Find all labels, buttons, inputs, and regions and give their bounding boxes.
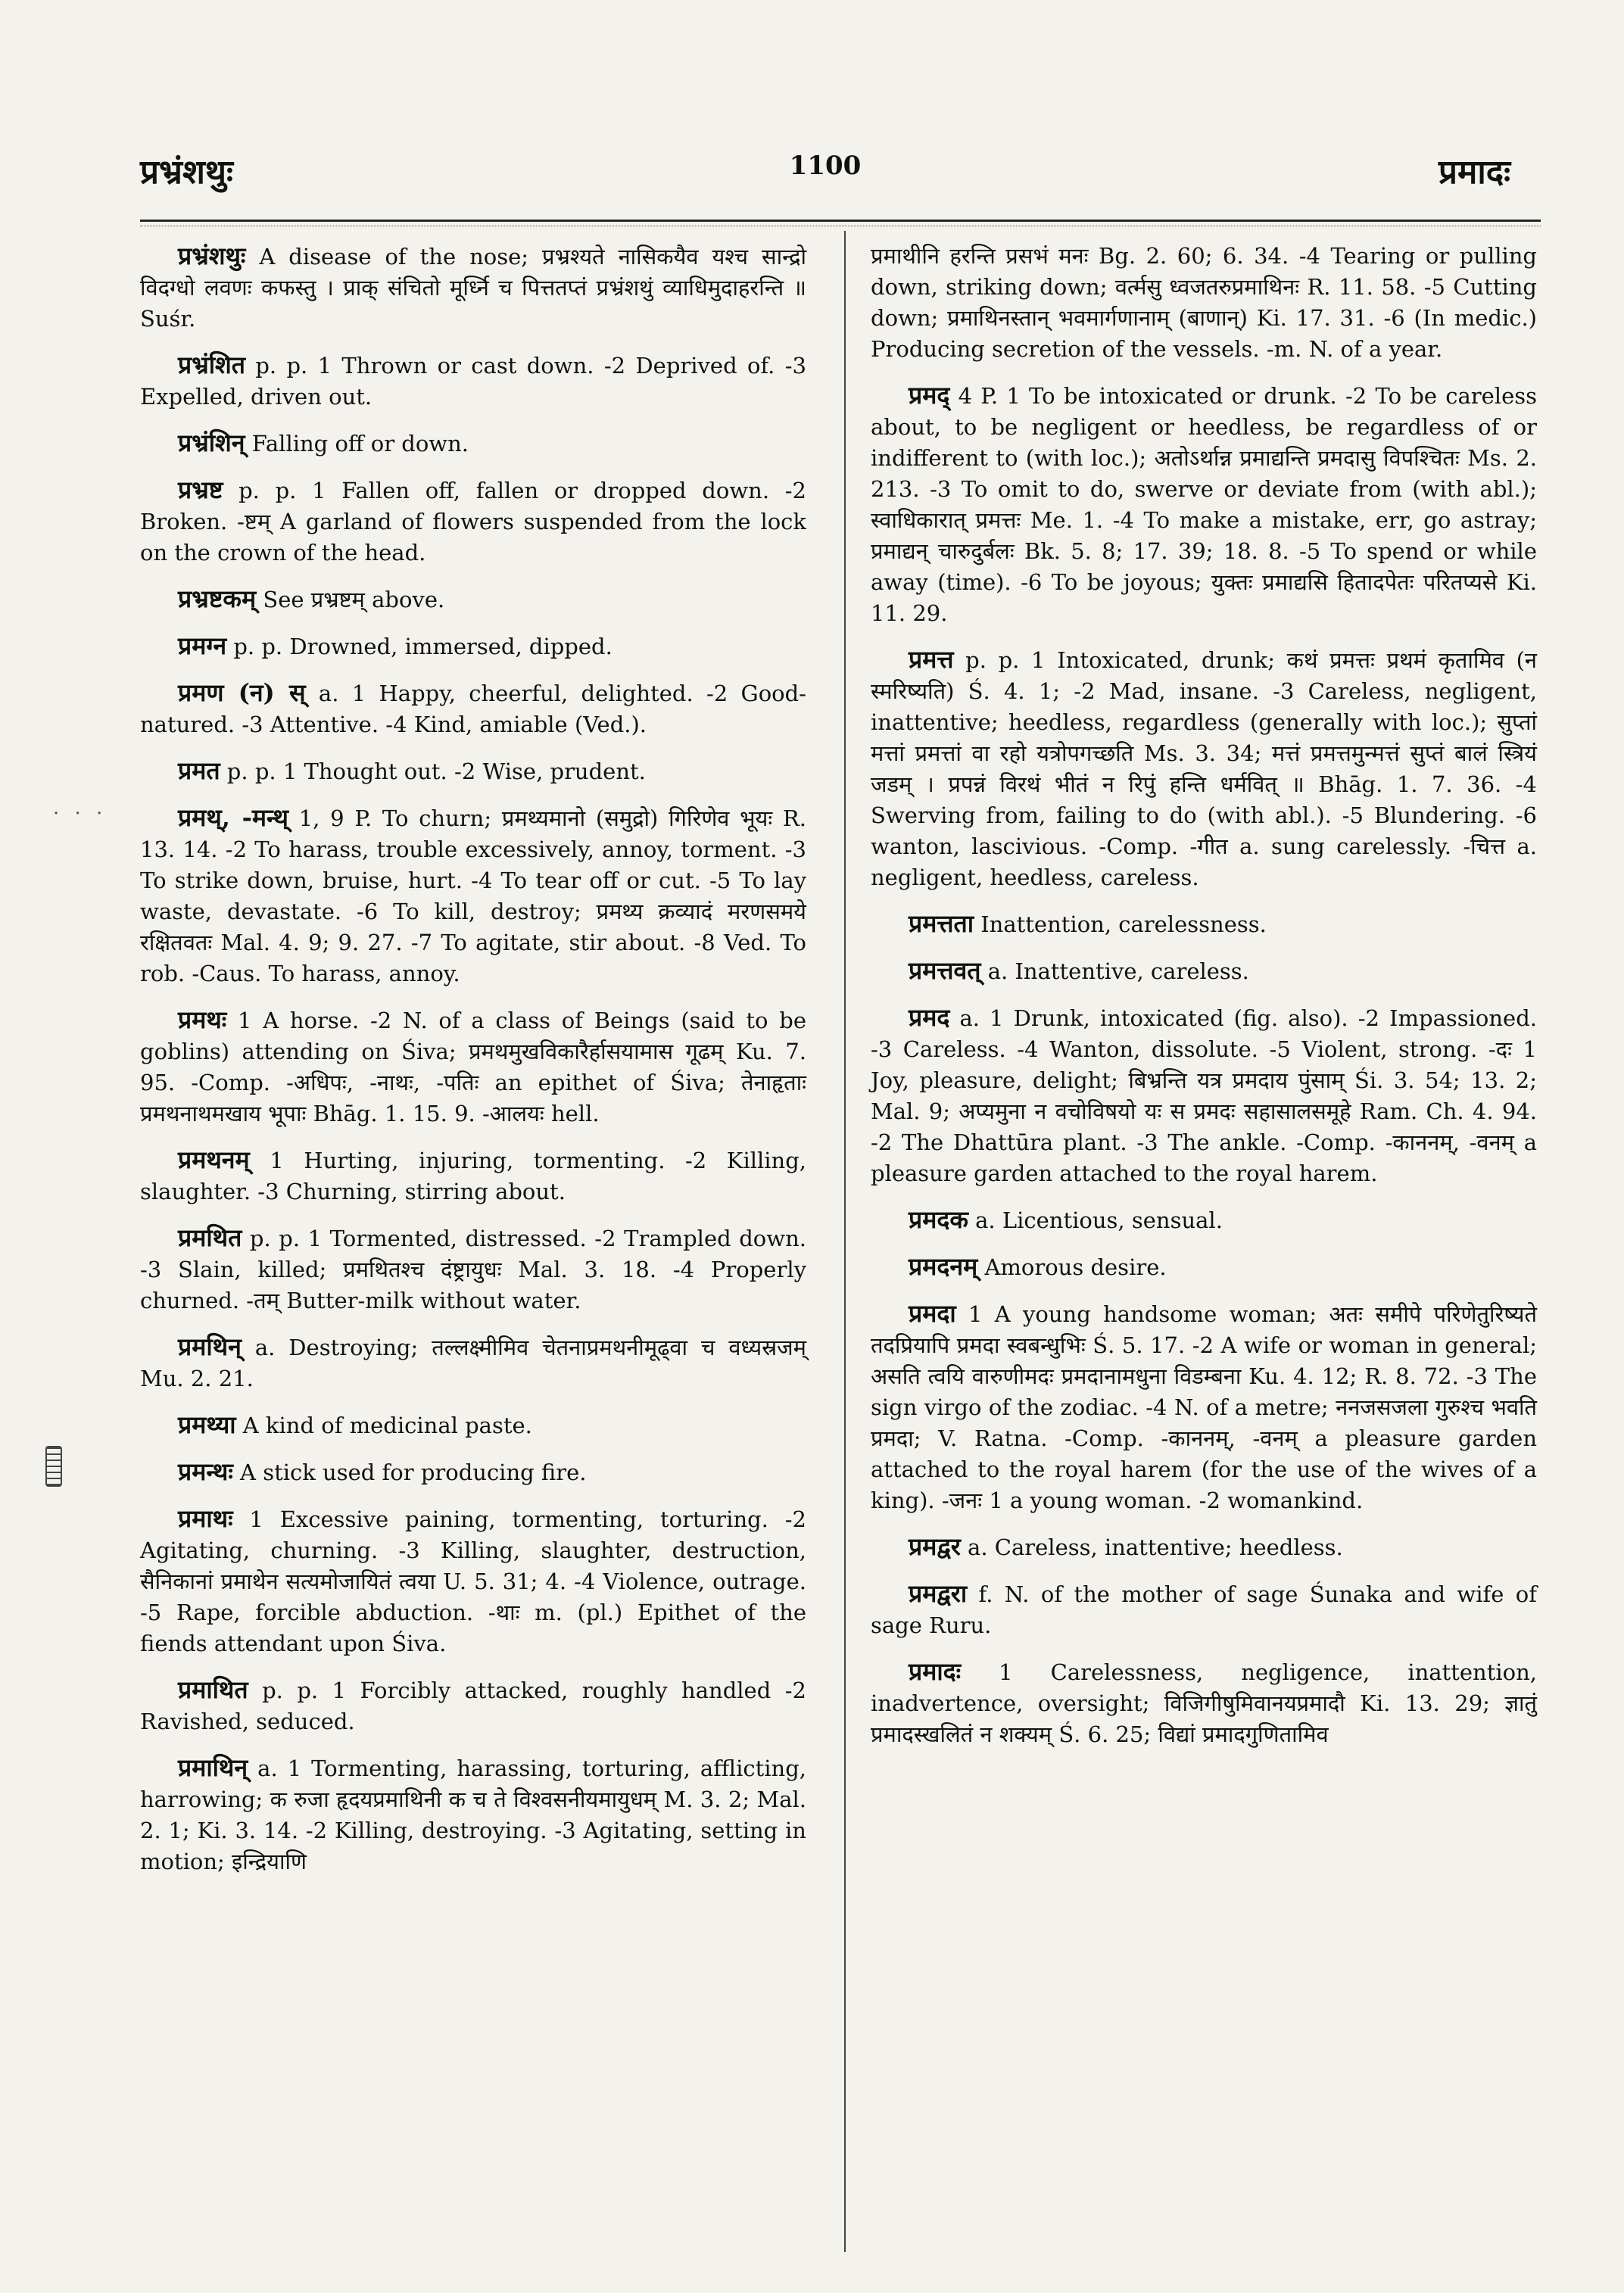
page-number: 1100 [789, 151, 862, 181]
entry-definition: a. Inattentive, careless. [980, 958, 1249, 984]
dictionary-entry [140, 631, 806, 662]
entry-definition: p. p. 1 Thought out. -2 Wise, prudent. [220, 759, 646, 784]
entry-definition: p. p. Drowned, immersed, dipped. [226, 634, 613, 659]
entry-headword: प्रमद्वरा [909, 1579, 968, 1608]
entry-definition: प्रमाथीनि हरन्ति प्रसभं मनः Bg. 2. 60; 6. 34. -4 Tearing or pulling down, striking down; वर्त्मसु ध्वजतरुप्रमाथिनः R. 11. 58. -5 Cutting down; प्रमाथिनस्तान् भवमार्गणानाम् (बाणान्) Ki. 17. 31. -6 (In medic.) Producing secretion of the vessels. -m. N. of a year. [871, 243, 1537, 362]
dictionary-entry [140, 1503, 806, 1659]
entry-definition: a. Destroying; तल्लक्ष्मीमिव चेतनाप्रमथनीमूढ्वा च वध्यस्रजम् Mu. 2. 21. [140, 1335, 806, 1391]
dictionary-entry [140, 1752, 806, 1877]
dictionary-entry [140, 350, 806, 413]
entry-headword: प्रमाथः [178, 1504, 233, 1533]
entry-headword: प्रमथनम् [178, 1145, 250, 1174]
entry-definition: p. p. 1 Fallen off, fallen or dropped down. -2 Broken. -ष्टम् A garland of flowers suspended from the lock on the crown of the head. [140, 478, 806, 565]
entry-definition: 1 Hurting, injuring, tormenting. -2 Killing, slaughter. -3 Churning, stirring about. [140, 1148, 806, 1204]
entry-definition: a. 1 Drunk, intoxicated (fig. also). -2 Impassioned. -3 Careless. -4 Wanton, dissolute. -5 Violent, strong. -दः 1 Joy, pleasure, delight; बिभ्रन्ति यत्र प्रमदाय पुंसाम् Śi. 3. 54; 13. 2; Mal. 9; अप्यमुना न वचोविषयो यः स प्रमदः सहासालसमूहे Ram. Ch. 4. 94. -2 The Dhattūra plant. -3 The ankle. -Comp. -काननम्, -वनम् a pleasure garden attached to the royal harem. [871, 1005, 1537, 1186]
dictionary-entry [140, 475, 806, 569]
entry-definition: p. p. 1 Intoxicated, drunk; कथं प्रमत्तः प्रथमं कृतामिव (न स्मरिष्यति) Ś. 4. 1; -2 Mad, insane. -3 Careless, negligent, inattentive; heedless, regardless (generally with loc.); सुप्तां मत्तां प्रमत्तां वा रहो यत्रोपगच्छति Ms. 3. 34; मत्तं प्रमत्तमुन्मत्तं सुप्तं बालं स्त्रियं जडम् । प्रपन्नं विरथं भीतं न रिपुं हन्ति धर्मवित् ॥ Bhāg. 1. 7. 36. -4 Swerving from, failing to do (with abl.). -5 Blundering. -6 wanton, lascivious. -Comp. -गीत a. sung carelessly. -चित्त a. negligent, heedless, careless. [871, 647, 1537, 890]
entry-headword: प्रमथ्, -मन्थ् [178, 803, 288, 832]
entry-headword: प्रमदक [909, 1205, 968, 1234]
dictionary-entry [140, 241, 806, 335]
entry-definition: 4 P. 1 To be intoxicated or drunk. -2 To be careless about, to be negligent or heedless, be regardless of or indifferent to (with loc.); अतोऽर्थान्न प्रमाद्यन्ति प्रमदासु विपश्चितः Ms. 2. 213. -3 To omit to do, swerve or deviate from (with abl.); स्वाधिकारात् प्रमत्तः Me. 1. -4 To make a mistake, err, go astray; प्रमाद्यन् चारुदुर्बलः Bk. 5. 8; 17. 39; 18. 8. -5 To spend or while away (time). -6 To be joyous; युक्तः प्रमाद्यसि हितादपेतः परितप्यसे Ki. 11. 29. [871, 383, 1537, 626]
dictionary-entry [140, 1456, 806, 1488]
dictionary-entry [140, 1005, 806, 1129]
dictionary-entry [871, 908, 1537, 940]
entry-definition: See प्रभ्रष्टम् above. [256, 587, 445, 612]
entry-definition: p. p. 1 Thrown or cast down. -2 Deprived of. -3 Expelled, driven out. [140, 353, 806, 410]
dictionary-entry [140, 584, 806, 615]
dictionary-entry [140, 678, 806, 740]
entry-headword: प्रमाथिन् [178, 1753, 248, 1782]
entry-headword: प्रमथ्या [178, 1410, 236, 1439]
left-column [140, 241, 806, 1893]
entry-definition: Amorous desire. [977, 1254, 1167, 1280]
page-header [140, 148, 1510, 193]
entry-headword: प्रमद [909, 1003, 950, 1032]
dictionary-entry [871, 1204, 1537, 1236]
entry-definition: a. Careless, inattentive; heedless. [960, 1534, 1343, 1560]
entry-headword: प्रभ्रंशित [178, 350, 245, 379]
entry-headword: प्रमत्त [909, 645, 954, 674]
entry-definition: 1 A horse. -2 N. of a class of Beings (said to be goblins) attending on Śiva; प्रमथमुखविकारैर्हासयामास गूढम् Ku. 7. 95. -Comp. -अधिपः, -नाथः, -पतिः an epithet of Śiva; तेनाहृताः प्रमथनाथमखाय भूपाः Bhāg. 1. 15. 9. -आलयः hell. [140, 1008, 806, 1126]
dictionary-entry [871, 955, 1537, 987]
entry-headword: प्रभ्रंशथुः [178, 241, 246, 270]
dictionary-entry [140, 1675, 806, 1737]
entry-headword: प्रमथित [178, 1223, 242, 1252]
entry-headword: प्रमद्वर [909, 1532, 961, 1561]
entry-definition: a. Licentious, sensual. [968, 1207, 1223, 1233]
running-headword-right: प्रमादः [1439, 153, 1510, 192]
dictionary-entry [871, 1656, 1537, 1750]
entry-headword: प्रमग्न [178, 631, 227, 660]
entry-definition: f. N. of the mother of sage Śunaka and wife of sage Ruru. [871, 1581, 1537, 1638]
entry-headword: प्रमथिन् [178, 1332, 242, 1361]
entry-headword: प्रमत्तता [909, 909, 974, 938]
dictionary-entry [140, 1145, 806, 1207]
header-rule [140, 220, 1541, 222]
entry-headword: प्रमत [178, 756, 220, 785]
entry-definition: Inattention, carelessness. [973, 911, 1267, 937]
dictionary-entry [140, 756, 806, 787]
entry-headword: प्रभ्रंशिन् [178, 428, 245, 457]
entry-definition: 1, 9 P. To churn; प्रमथ्यमानो (समुद्रो) गिरिणेव भूयः R. 13. 14. -2 To harass, trouble excessively, annoy, torment. -3 To strike down, bruise, hurt. -4 To tear off or cut. -5 To lay waste, devastate. -6 To kill, destroy; प्रमथ्य क्रव्यादं मरणसमये रक्षितवतः Mal. 4. 9; 9. 27. -7 To agitate, stir about. -8 Ved. To rob. -Caus. To harass, annoy. [140, 805, 806, 986]
entry-definition: a. 1 Happy, cheerful, delighted. -2 Good-natured. -3 Attentive. -4 Kind, amiable (Ved.). [140, 681, 806, 737]
entry-definition: A kind of medicinal paste. [235, 1413, 532, 1438]
entry-definition: 1 A young handsome woman; अतः समीपे परिणेतुरिष्यते तदप्रियापि प्रमदा स्वबन्धुभिः Ś. 5. 17. -2 A wife or woman in general; असति त्वयि वारुणीमदः प्रमदानामधुना विडम्बना Ku. 4. 12; R. 8. 72. -3 The sign virgo of the zodiac. -4 N. of a metre; ननजसजला गुरुश्च भवति प्रमदा; V. Ratna. -Comp. -काननम्, -वनम् a pleasure garden attached to the royal harem (for the use of the wives of a king). -जनः 1 a young woman. -2 womankind. [871, 1301, 1537, 1513]
dictionary-entry [140, 802, 806, 989]
dictionary-entry [871, 1578, 1537, 1641]
entry-definition: 1 Excessive paining, tormenting, torturing. -2 Agitating, churning. -3 Killing, slaughter, destruction, सैनिकानां प्रमाथेन सत्यमोजायितं त्वया U. 5. 31; 4. -4 Violence, outrage. -5 Rape, forcible abduction. -थाः m. (pl.) Epithet of the fiends attendant upon Śiva. [140, 1506, 806, 1656]
entry-definition: A disease of the nose; प्रभ्रश्यते नासिकयैव यश्च सान्द्रो विदग्धो लवणः कफस्तु । प्राक् संचितो मूर्ध्नि च पित्ततप्तं प्रभ्रंशथुं व्याधिमुदाहरन्ति ॥ Suśr. [140, 244, 806, 332]
entry-headword: प्रमत्तवत् [909, 956, 981, 985]
dictionary-entry [140, 1332, 806, 1394]
entry-headword: प्रभ्रष्टकम् [178, 584, 257, 613]
entry-definition: 1 Carelessness, negligence, inattention, inadvertence, oversight; विजिगीषुमिवानयप्रमादौ Ki. 13. 29; ज्ञातुं प्रमादस्खलितं न शक्यम् Ś. 6. 25; विद्यां प्रमादगुणितामिव [871, 1659, 1537, 1747]
dictionary-entry [871, 1251, 1537, 1283]
entry-definition: A stick used for producing fire. [232, 1460, 587, 1485]
entry-headword: प्रमाथित [178, 1675, 248, 1704]
column-divider [844, 231, 846, 2252]
entry-headword: प्रमदनम् [909, 1252, 978, 1281]
margin-mark [45, 1446, 62, 1487]
dictionary-entry [871, 380, 1537, 629]
right-column [871, 241, 1537, 1765]
entry-headword: प्रमन्थः [178, 1457, 233, 1486]
dictionary-entry [871, 1531, 1537, 1563]
entry-headword: प्रभ्रष्ट [178, 475, 223, 504]
entry-definition: Falling off or down. [245, 431, 469, 456]
dictionary-entry [140, 1410, 806, 1441]
entry-headword: प्रमदा [909, 1299, 956, 1328]
entry-headword: प्रमथः [178, 1005, 227, 1034]
dictionary-entry [871, 1002, 1537, 1189]
dictionary-entry [871, 241, 1537, 365]
entry-definition: p. p. 1 Tormented, distressed. -2 Trampled down. -3 Slain, killed; प्रमथितश्च दंष्ट्रायुधः Mal. 3. 18. -4 Properly churned. -तम् Butter-milk without water. [140, 1226, 806, 1313]
entry-headword: प्रमण (न) स् [178, 678, 306, 707]
running-headword-left: प्रभ्रंशथुः [140, 153, 233, 192]
entry-headword: प्रमद् [909, 381, 950, 410]
entry-definition: p. p. 1 Forcibly attacked, roughly handled -2 Ravished, seduced. [140, 1678, 806, 1734]
dictionary-entry [871, 644, 1537, 893]
dictionary-entry [140, 428, 806, 460]
margin-dots: · · · [53, 802, 108, 825]
dictionary-entry [140, 1223, 806, 1316]
dictionary-entry [871, 1298, 1537, 1516]
entry-headword: प्रमादः [909, 1657, 962, 1686]
entry-definition: a. 1 Tormenting, harassing, torturing, afflicting, harrowing; क रुजा हृदयप्रमाथिनी क च ते विश्वसनीयमायुधम् M. 3. 2; Mal. 2. 1; Ki. 3. 14. -2 Killing, destroying. -3 Agitating, setting in motion; इन्द्रियाणि [140, 1756, 806, 1874]
